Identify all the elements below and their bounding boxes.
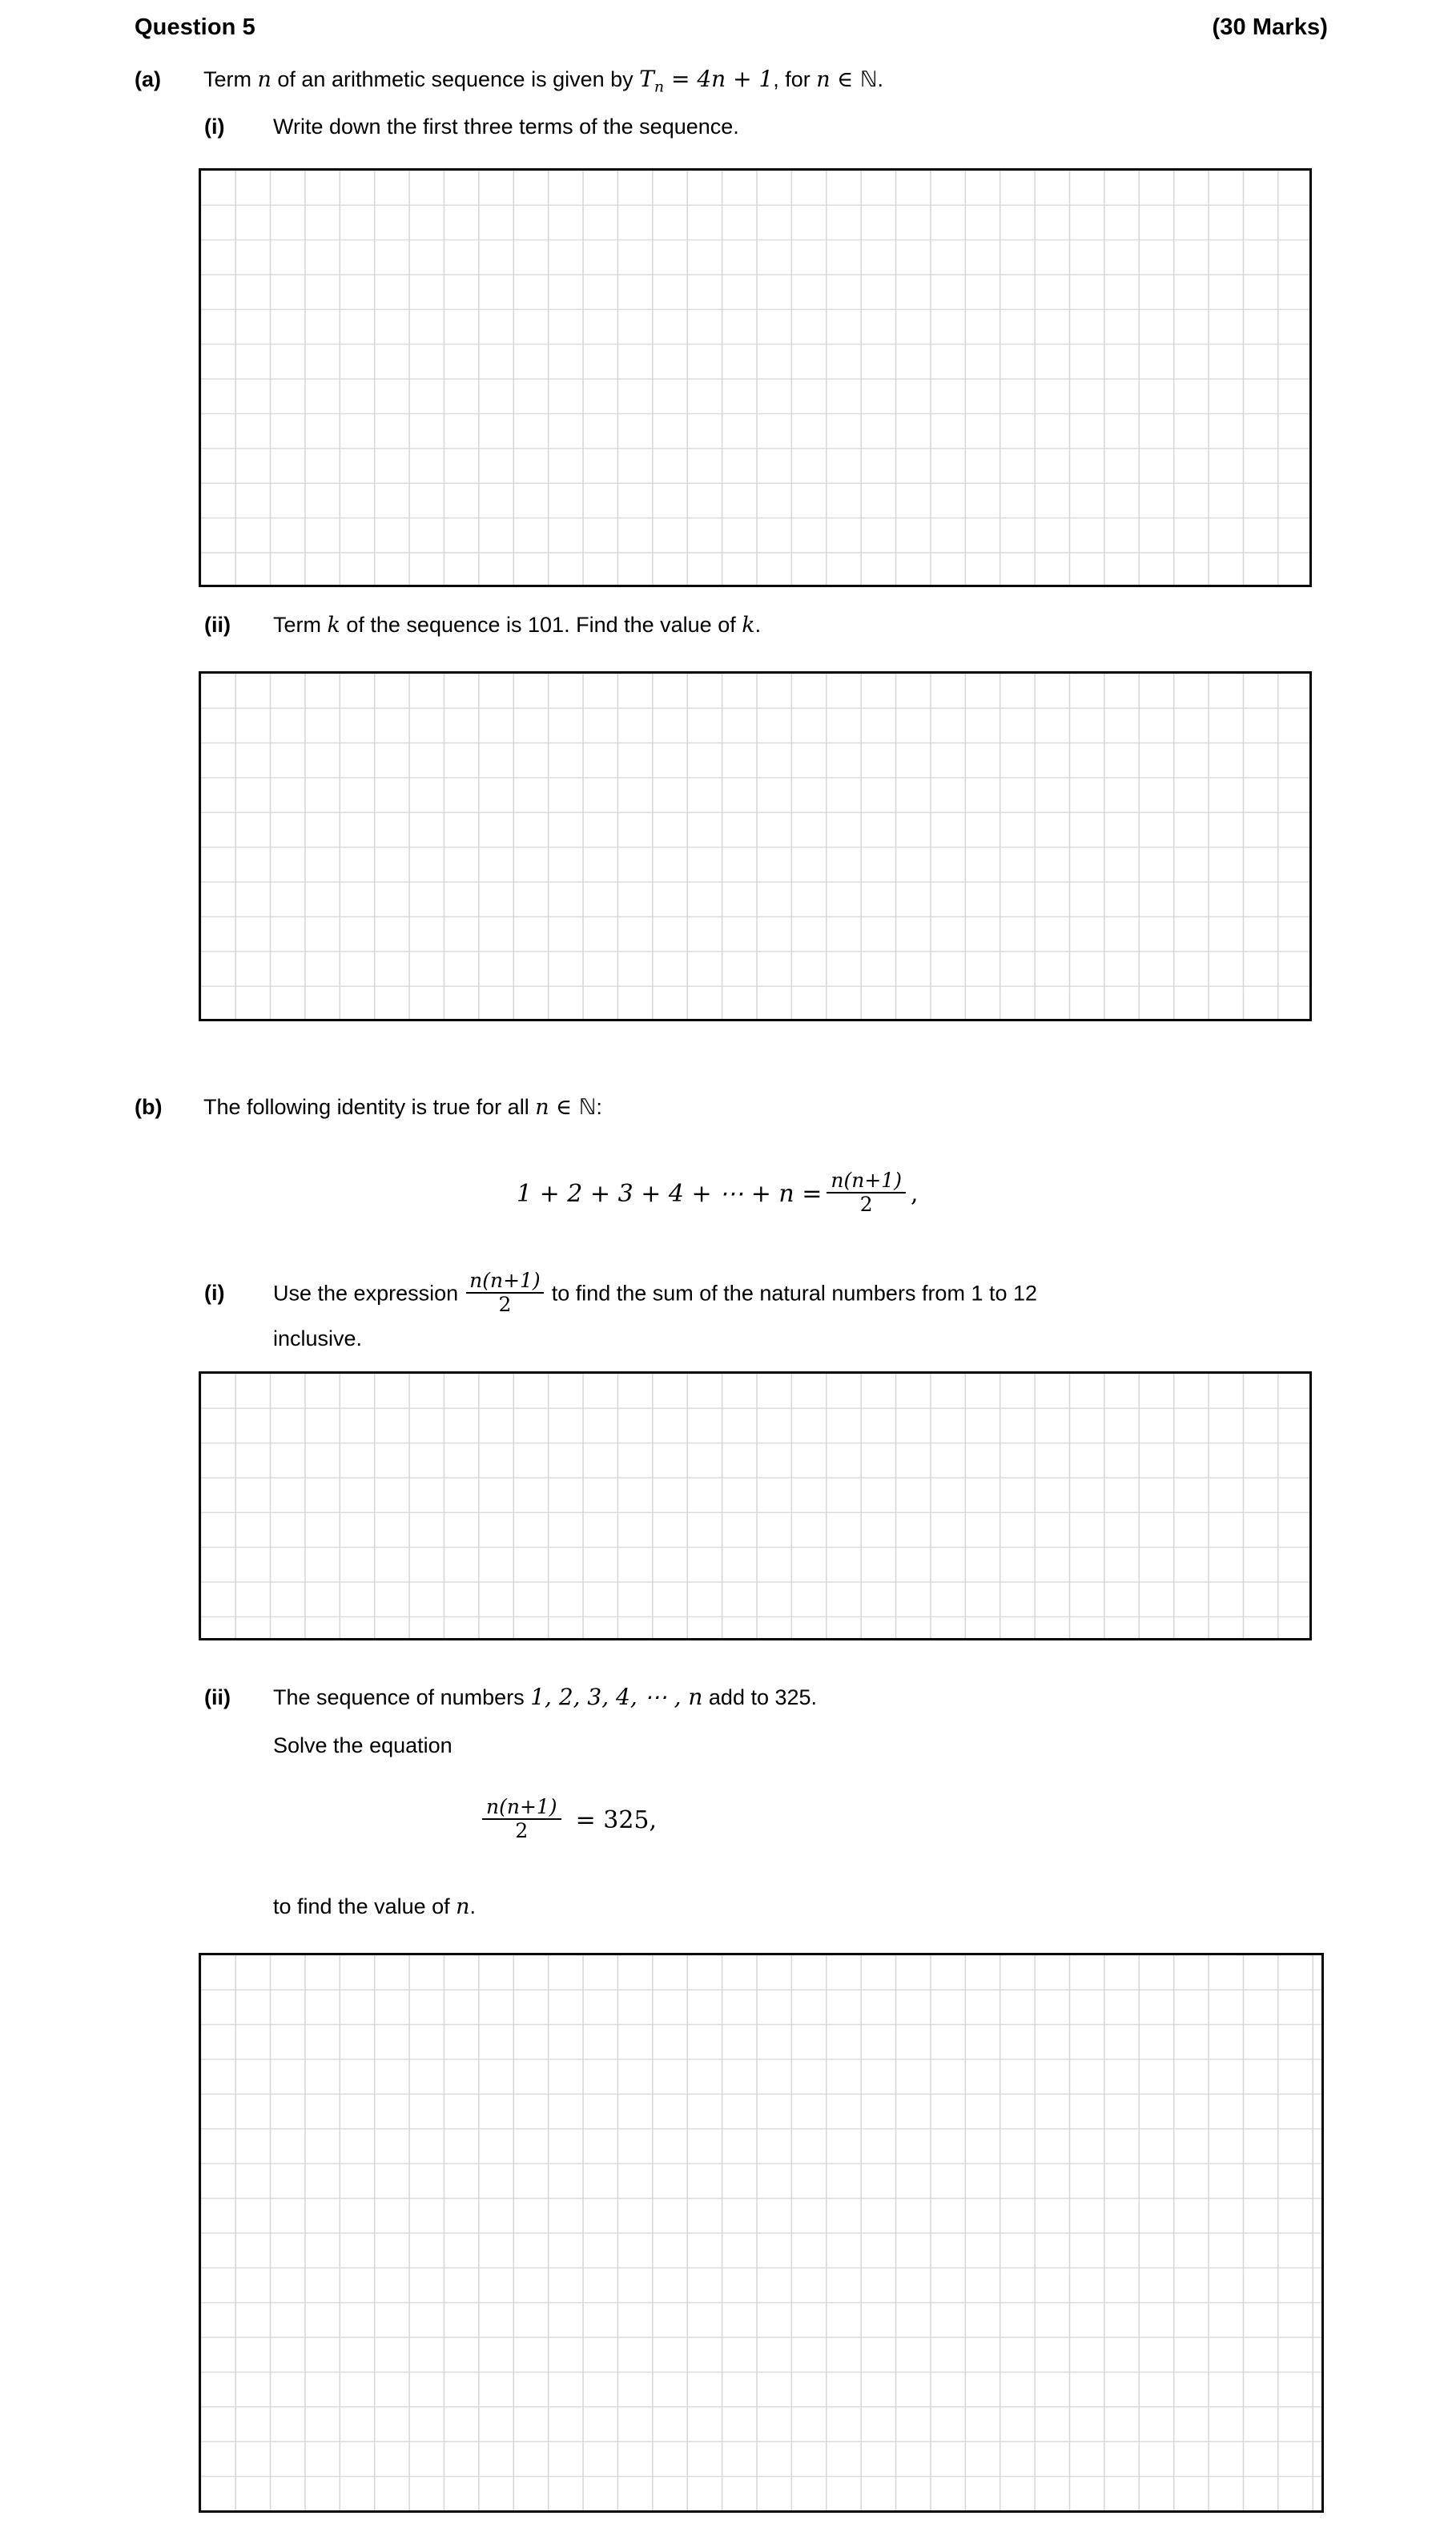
part-b-ii-line1-pre: The sequence of numbers xyxy=(273,1685,531,1709)
part-a-ii-text xyxy=(273,609,761,642)
part-a-formula-rest: = 4n + 1 xyxy=(664,66,774,92)
part-b-ii-sequence: 1, 2, 3, 4, ⋯ , n xyxy=(530,1684,703,1710)
part-a-stem xyxy=(203,62,883,99)
answer-grid-a-i[interactable] xyxy=(199,168,1312,587)
part-b-ii-line3-pre: to find the value of xyxy=(273,1894,457,1918)
part-a-formula-T: T xyxy=(639,66,654,92)
part-b-stem-end: : xyxy=(596,1095,602,1119)
part-a-ii-text-pre: Term xyxy=(273,613,328,637)
part-b-i-text-pre: Use the expression xyxy=(273,1281,459,1306)
part-b-label: (b) xyxy=(135,1095,163,1119)
part-a-stem-in: ∈ xyxy=(830,67,860,92)
marks-badge: (30 Marks) xyxy=(1212,14,1328,40)
part-b-i-text-post: to find the sum of the natural numbers from 1 to 12 xyxy=(551,1281,1038,1306)
part-b-stem-pre: The following identity is true for all xyxy=(203,1095,536,1119)
part-b-ii-line2: Solve the equation xyxy=(273,1733,452,1757)
page-header xyxy=(135,14,1328,41)
part-a-stem-end: . xyxy=(877,67,883,91)
grid-lines xyxy=(201,1374,1309,1638)
part-b-ii-label: (ii) xyxy=(204,1685,231,1709)
part-a-stem-var2: n xyxy=(816,67,831,92)
identity-fraction xyxy=(827,1170,906,1216)
identity-lhs: 1 + 2 + 3 + 4 + ⋯ + n = xyxy=(517,1179,823,1208)
part-a-stem-post: , for xyxy=(773,67,817,91)
part-b-ii-equation xyxy=(477,1797,657,1843)
part-a-label: (a) xyxy=(135,67,161,91)
grid-lines xyxy=(201,1955,1321,2510)
grid-lines xyxy=(201,171,1309,585)
identity-denominator: 2 xyxy=(859,1193,873,1217)
part-b-stem-var: n xyxy=(535,1095,549,1120)
part-b-stem-row xyxy=(135,1091,602,1125)
part-a-ii-var2: k xyxy=(742,613,755,638)
identity-trailing: , xyxy=(910,1179,919,1208)
part-a-ii-text-mid: of the sequence is 101. Find the value of xyxy=(340,613,742,637)
part-b-stem xyxy=(203,1091,602,1125)
grid-lines xyxy=(201,674,1309,1019)
question-title: Question 5 xyxy=(135,14,255,40)
part-b-ii-fraction xyxy=(482,1797,561,1842)
part-a-ii-text-end: . xyxy=(754,613,762,637)
part-b-ii-denominator: 2 xyxy=(515,1819,529,1843)
part-b-ii-line2-row xyxy=(273,1729,452,1762)
part-a-stem-set: ℕ xyxy=(859,67,878,92)
part-b-ii-rhs: = 325, xyxy=(575,1805,658,1834)
part-a-stem-var: n xyxy=(257,67,271,92)
part-b-i-fraction xyxy=(466,1270,544,1316)
part-a-stem-row xyxy=(135,62,883,99)
part-b-stem-set: ℕ xyxy=(578,1095,597,1120)
part-b-ii-numerator: n(n+1) xyxy=(486,1795,557,1818)
part-b-ii-line3 xyxy=(273,1890,476,1924)
part-b-ii-row xyxy=(204,1681,817,1714)
identity-numerator: n(n+1) xyxy=(831,1169,902,1192)
part-a-formula-sub: n xyxy=(654,78,665,96)
answer-grid-b-i[interactable] xyxy=(199,1371,1312,1640)
part-b-ii-line3-end: . xyxy=(469,1894,477,1918)
part-b-i-denominator: 2 xyxy=(498,1293,512,1317)
part-a-ii-var: k xyxy=(327,613,340,638)
part-a-stem-mid: of an arithmetic sequence is given by xyxy=(271,67,640,91)
part-b-ii-line1 xyxy=(273,1681,817,1714)
part-a-i-row xyxy=(204,111,739,143)
part-b-stem-in: ∈ xyxy=(549,1095,579,1120)
part-b-i-label: (i) xyxy=(204,1281,225,1306)
part-a-stem-pre: Term xyxy=(203,67,258,91)
answer-grid-a-ii[interactable] xyxy=(199,671,1312,1021)
part-a-i-label: (i) xyxy=(204,115,225,139)
part-b-ii-line1-post: add to 325. xyxy=(702,1685,818,1709)
identity-equation xyxy=(517,1171,919,1217)
part-a-ii-row xyxy=(204,609,761,642)
part-b-ii-line3-var: n xyxy=(456,1894,470,1919)
part-a-i-text: Write down the first three terms of the sequence. xyxy=(273,115,739,139)
answer-grid-b-ii[interactable] xyxy=(199,1953,1324,2513)
part-b-i-row xyxy=(204,1269,1277,1355)
part-a-ii-label: (ii) xyxy=(204,613,231,637)
part-b-i-text-line2: inclusive. xyxy=(273,1326,363,1350)
part-b-ii-line3-row xyxy=(273,1890,476,1924)
part-b-i-numerator: n(n+1) xyxy=(469,1269,541,1292)
part-b-i-text xyxy=(273,1269,1038,1355)
